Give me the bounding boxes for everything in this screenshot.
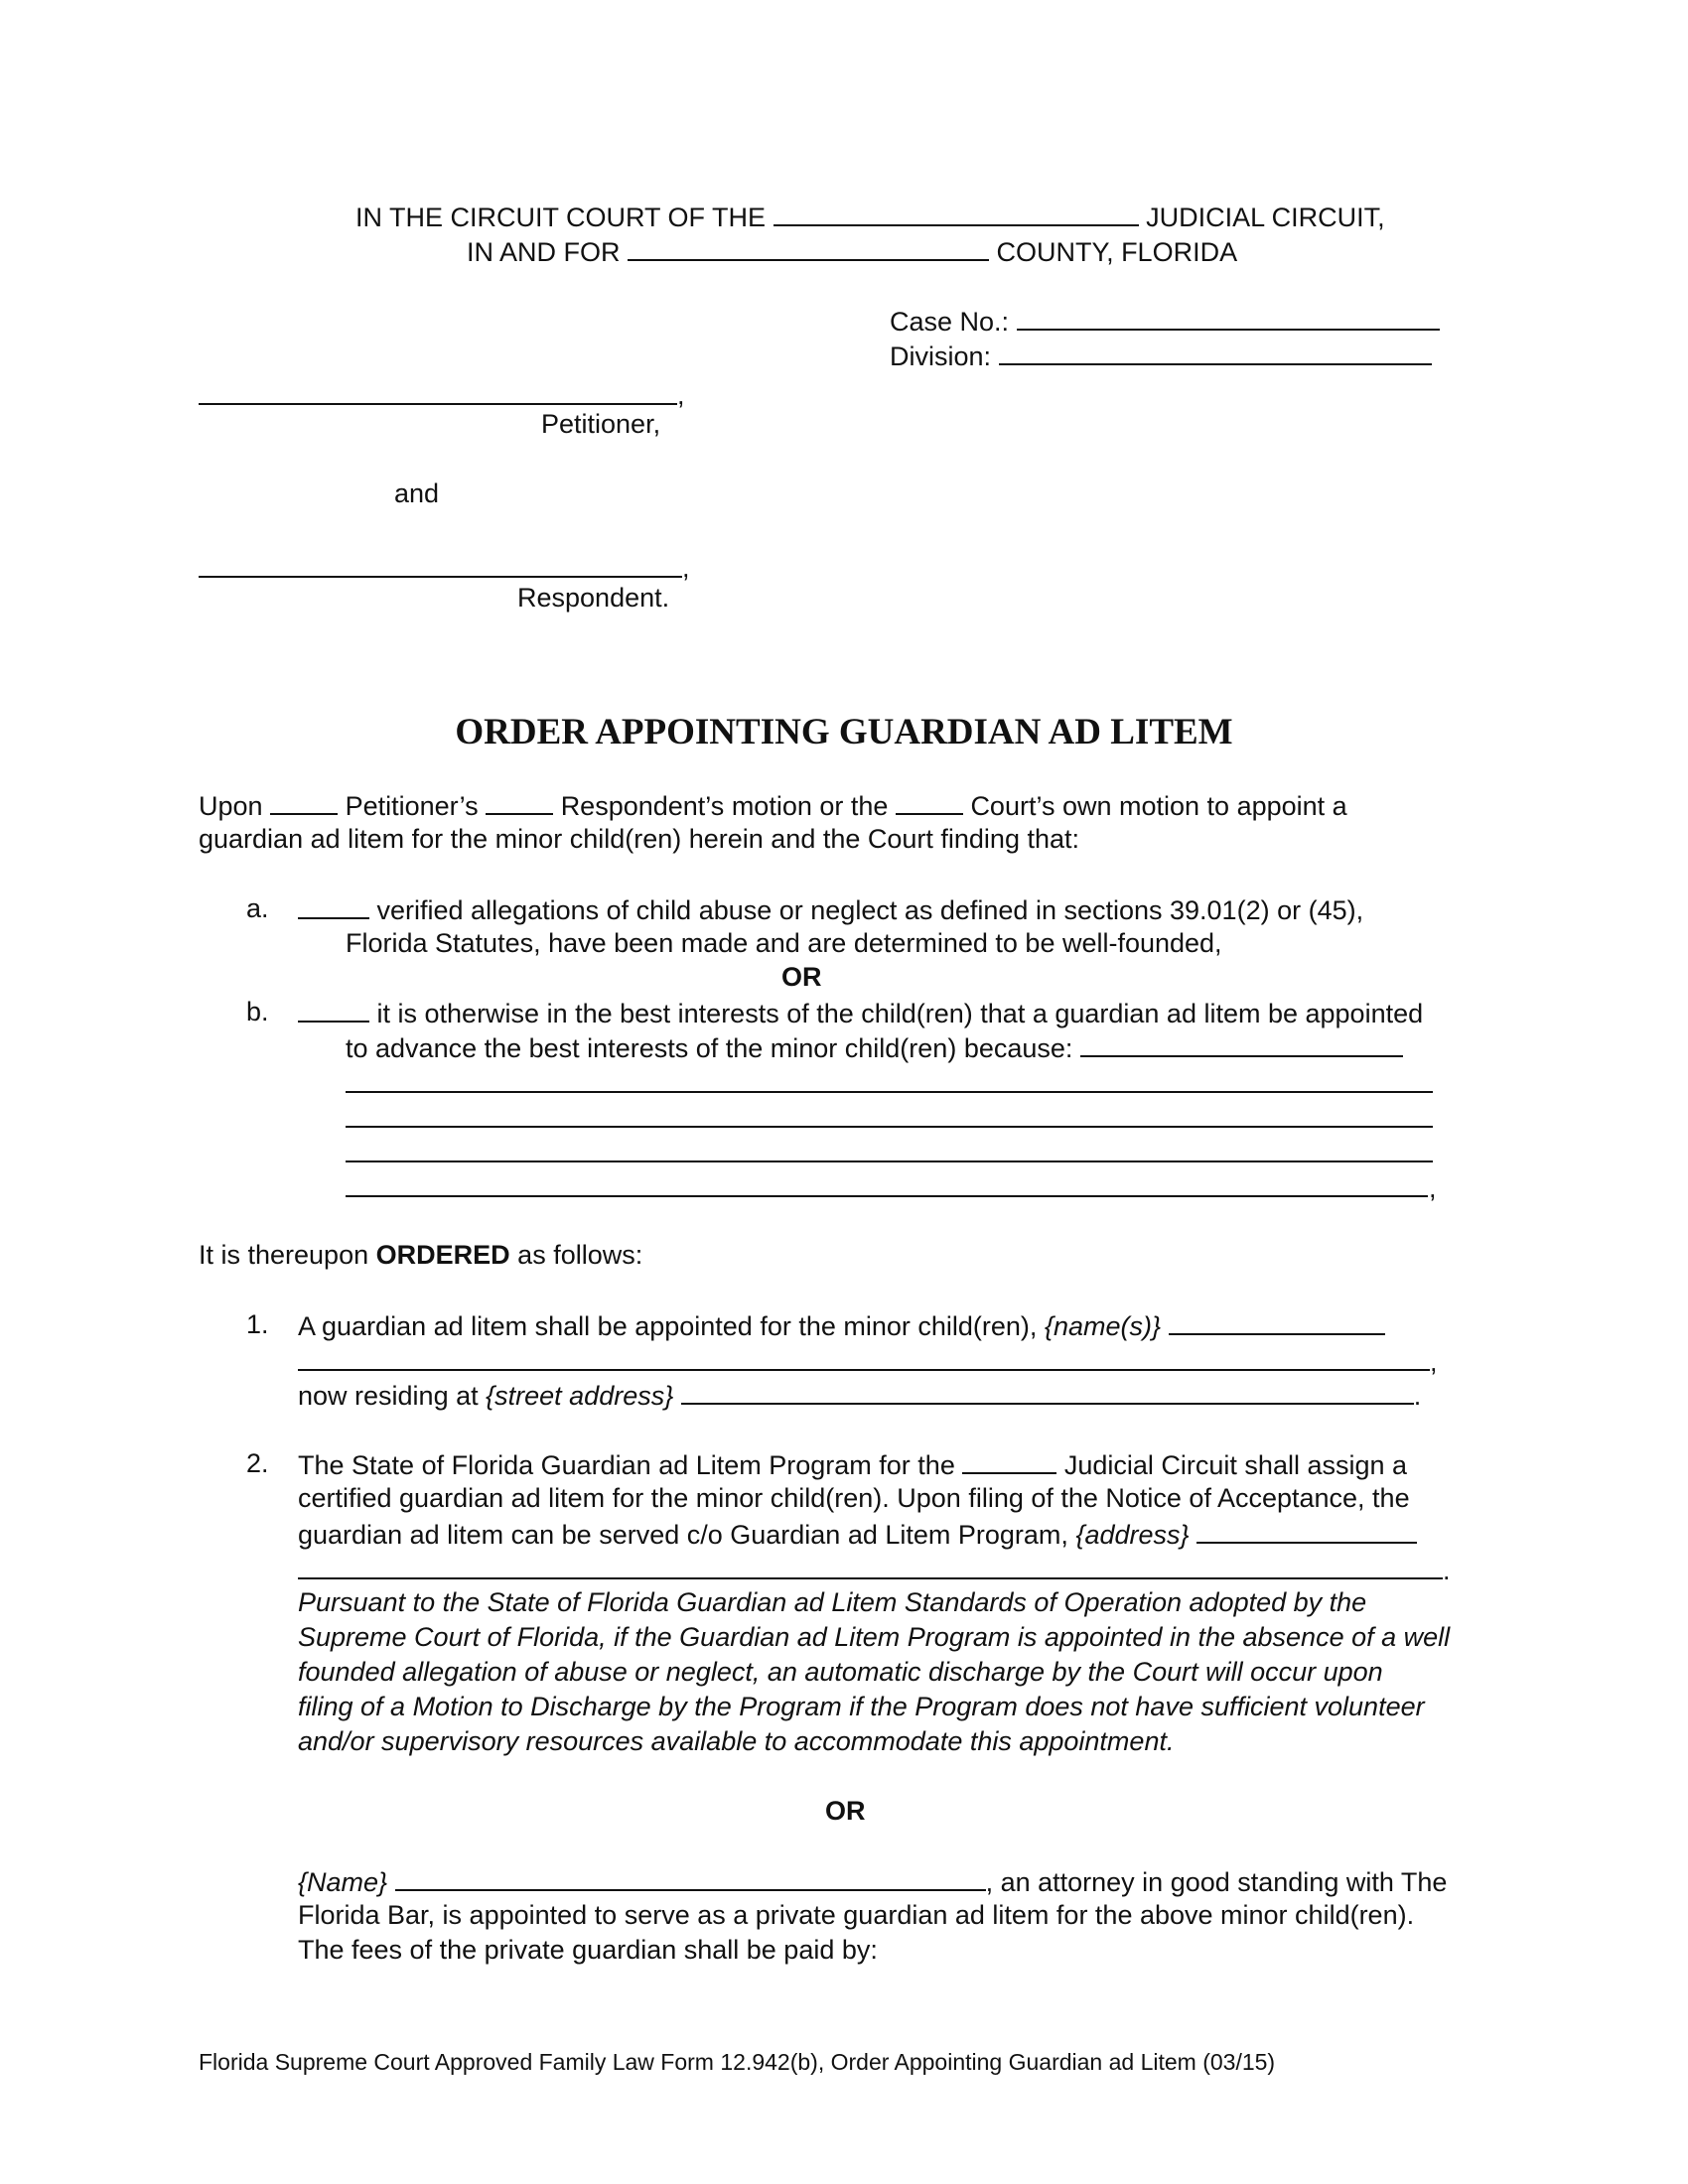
item1-number: 1. (246, 1309, 269, 1339)
county-florida-label: COUNTY, FLORIDA (996, 237, 1238, 267)
item2-text1a: The State of Florida Guardian ad Litem Program for the (298, 1450, 955, 1480)
item2-text1b: Judicial Circuit shall assign a (1063, 1450, 1408, 1480)
finding-a-text1: verified allegations of child abuse or neglect as defined in sections 39.01(2) or (45), (376, 895, 1364, 925)
finding-b-reason-blank[interactable] (1080, 1029, 1403, 1057)
item2-number: 2. (246, 1448, 269, 1478)
standards-note-line4: filing of a Motion to Discharge by the Program if the Program does not have sufficient volunteer (298, 1692, 1425, 1721)
attorney-line2: Florida Bar, is appointed to serve as a private guardian ad litem for the above minor child(ren). (298, 1900, 1415, 1930)
case-no-blank[interactable] (1017, 303, 1440, 331)
reason-comma: , (1429, 1173, 1437, 1203)
judicial-circuit-label: JUDICIAL CIRCUIT, (1146, 203, 1385, 232)
court-header-line2 (467, 233, 1237, 269)
attorney-line3: The fees of the private guardian shall be paid by: (298, 1935, 878, 1965)
item1-names-hint: {name(s)} (1044, 1311, 1162, 1341)
reason-line-3[interactable] (346, 1160, 1433, 1162)
court-prefix: IN THE CIRCUIT COURT OF THE (355, 203, 767, 232)
ordered-line (199, 1238, 642, 1272)
form-footer: Florida Supreme Court Approved Family Law Form 12.942(b), Order Appointing Guardian ad Litem (03/15) (199, 2049, 1276, 2075)
finding-a-line2: Florida Statutes, have been made and are determined to be well-founded, (346, 928, 1222, 958)
finding-a-line1 (298, 891, 1363, 927)
division-blank[interactable] (999, 338, 1432, 365)
item1-line3 (298, 1377, 1421, 1413)
street-address-blank[interactable] (681, 1377, 1414, 1405)
reason-line-1[interactable] (346, 1091, 1433, 1093)
respondent-motion-blank[interactable] (486, 787, 553, 815)
attorney-name-hint: {Name} (298, 1867, 388, 1897)
finding-b-label: b. (246, 997, 269, 1026)
petitioner-name-line[interactable] (199, 403, 677, 405)
child-names-line-2[interactable] (298, 1369, 1430, 1371)
child-names-blank[interactable] (1169, 1307, 1385, 1335)
reason-line-4[interactable] (346, 1195, 1428, 1197)
case-no-label: Case No.: (890, 307, 1010, 337)
ordered-bold: ORDERED (375, 1240, 510, 1270)
item1-period: . (1413, 1381, 1422, 1411)
finding-b-text2: to advance the best interests of the minor child(ren) because: (346, 1033, 1073, 1063)
respondent-name-line[interactable] (199, 576, 682, 578)
and-label: and (394, 478, 440, 508)
attorney-text: , an attorney in good standing with The (985, 1867, 1448, 1897)
standards-note-line5: and/or supervisory resources available to accommodate this appointment. (298, 1726, 1175, 1756)
finding-a-blank[interactable] (298, 891, 369, 919)
page-title: ORDER APPOINTING GUARDIAN AD LITEM (455, 712, 1233, 752)
respondent-label: Respondent. (517, 583, 670, 613)
petitioner-comma: , (677, 380, 685, 410)
item2-or: OR (825, 1796, 866, 1826)
finding-b-blank[interactable] (298, 995, 369, 1023)
intro-respondents: Respondent’s motion or the (560, 791, 889, 821)
standards-note-line1: Pursuant to the State of Florida Guardian ad Litem Standards of Operation adopted by the (298, 1587, 1367, 1617)
item1-line1 (298, 1307, 1385, 1343)
finding-b-line2 (346, 1029, 1403, 1065)
case-no-row (890, 303, 1440, 339)
attorney-name-blank[interactable] (395, 1863, 986, 1891)
gal-program-address-blank[interactable] (1196, 1516, 1417, 1544)
item2-text3: guardian ad litem can be served c/o Guardian ad Litem Program, (298, 1520, 1068, 1550)
finding-b-line1 (298, 995, 1423, 1030)
ordered-suffix: as follows: (517, 1240, 643, 1270)
findings-or: OR (781, 962, 822, 992)
item2-period: . (1443, 1556, 1451, 1585)
intro-line2: guardian ad litem for the minor child(ren) herein and the Court finding that: (199, 824, 1079, 854)
intro-courts-own: Court’s own motion to appoint a (970, 791, 1347, 821)
item1-address-hint: {street address} (486, 1381, 674, 1411)
item1-comma: , (1430, 1347, 1438, 1377)
item2-line3 (298, 1516, 1417, 1552)
court-motion-blank[interactable] (896, 787, 963, 815)
division-row (890, 338, 1432, 373)
item1-residing: now residing at (298, 1381, 479, 1411)
division-label: Division: (890, 341, 992, 371)
item2-line2: certified guardian ad litem for the minor child(ren). Upon filing of the Notice of Acceptance, the (298, 1483, 1410, 1513)
petitioner-motion-blank[interactable] (270, 787, 338, 815)
petitioner-label: Petitioner, (541, 409, 661, 439)
reason-line-2[interactable] (346, 1126, 1433, 1128)
court-header-line1 (355, 199, 1385, 234)
circuit-number-blank[interactable] (962, 1446, 1056, 1474)
intro-petitioners: Petitioner’s (345, 791, 479, 821)
finding-b-text1: it is otherwise in the best interests of the child(ren) that a guardian ad litem be appointed (376, 999, 1424, 1028)
intro-upon: Upon (199, 791, 263, 821)
intro-line1 (199, 787, 1347, 823)
respondent-comma: , (682, 553, 690, 583)
standards-note-line3: founded allegation of abuse or neglect, an automatic discharge by the Court will occur upon (298, 1657, 1383, 1687)
item1-text: A guardian ad litem shall be appointed for the minor child(ren), (298, 1311, 1038, 1341)
standards-note-line2: Supreme Court of Florida, if the Guardian ad Litem Program is appointed in the absence of a well (298, 1622, 1451, 1652)
judicial-circuit-blank[interactable] (774, 199, 1139, 226)
county-blank[interactable] (628, 233, 989, 261)
gal-program-address-line-2[interactable] (298, 1577, 1443, 1579)
item2-address-hint: {address} (1075, 1520, 1190, 1550)
attorney-line1 (298, 1863, 1447, 1899)
in-and-for-label: IN AND FOR (467, 237, 621, 267)
ordered-prefix: It is thereupon (199, 1240, 369, 1270)
finding-a-label: a. (246, 893, 269, 923)
item2-line1 (298, 1446, 1407, 1482)
